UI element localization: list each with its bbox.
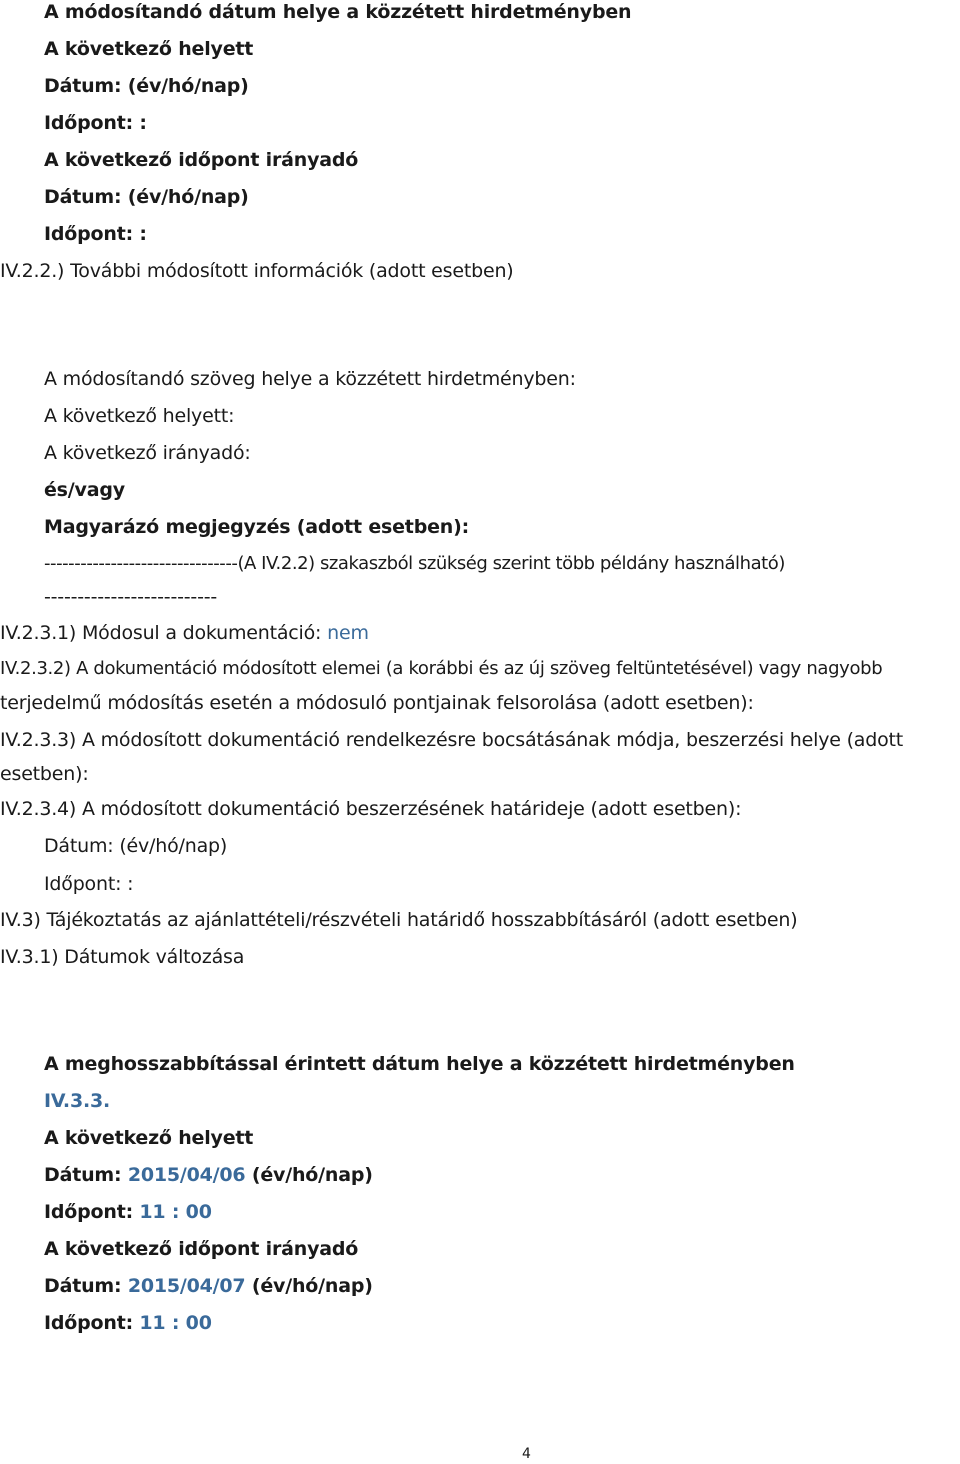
new-date-line <box>44 1274 373 1298</box>
date-label: Dátum: <box>44 1275 128 1297</box>
section-ref: IV.3.3. <box>44 1090 111 1112</box>
date-label: Dátum: (év/hó/nap) <box>44 186 249 208</box>
doc-modified-value: nem <box>327 622 369 644</box>
date-label: Dátum: <box>44 1164 128 1186</box>
time-label: Időpont: : <box>44 112 147 134</box>
repeat-instruction: --------------------------------(A IV.2.2) szakaszból szükség szerint több példány használható) <box>44 553 785 574</box>
valid-time-label: A következő időpont irányadó <box>44 149 359 171</box>
doc-modified-item <box>0 621 369 645</box>
time-label: Időpont: <box>44 1312 140 1334</box>
doc-availability-text: IV.2.3.3) A módosított dokumentáció rendelkezésre bocsátásának módja, beszerzési helye (adott <box>0 729 904 751</box>
page-number: 4 <box>522 1446 531 1462</box>
old-time-line <box>44 1200 212 1224</box>
divider-dashes: -------------------------- <box>44 586 218 608</box>
section-heading-iv31: IV.3.1) Dátumok változása <box>0 946 245 968</box>
new-time-value: 11 : 00 <box>139 1312 212 1334</box>
extension-title: A meghosszabbítással érintett dátum helye a közzétett hirdetményben <box>44 1053 795 1075</box>
instead-label: A következő helyett: <box>44 405 235 427</box>
doc-elements-text: IV.2.3.2) A dokumentáció módosított elemei (a korábbi és az új szöveg feltüntetésével) vagy nagyobb <box>0 658 883 679</box>
new-time-line <box>44 1311 212 1335</box>
valid-label: A következő irányadó: <box>44 442 251 464</box>
valid-time-label: A következő időpont irányadó <box>44 1238 359 1260</box>
section-heading-iv3: IV.3) Tájékoztatás az ajánlattételi/részvételi határidő hosszabbításáról (adott esetben) <box>0 909 798 931</box>
date-format-label: (év/hó/nap) <box>245 1164 373 1186</box>
time-label: Időpont: <box>44 1201 140 1223</box>
instead-label: A következő helyett <box>44 38 254 60</box>
date-place-title: A módosítandó dátum helye a közzétett hirdetményben <box>44 1 632 23</box>
time-label: Időpont: : <box>44 873 134 895</box>
section-heading-iv222: IV.2.2.) További módosított információk (adott esetben) <box>0 260 514 282</box>
old-time-value: 11 : 00 <box>139 1201 212 1223</box>
doc-elements-text: terjedelmű módosítás esetén a módosuló pontjainak felsorolása (adott esetben): <box>0 692 754 714</box>
date-label: Dátum: (év/hó/nap) <box>44 835 228 857</box>
time-label: Időpont: : <box>44 223 147 245</box>
date-format-label: (év/hó/nap) <box>245 1275 373 1297</box>
and-or-label: és/vagy <box>44 479 125 501</box>
text-place-label: A módosítandó szöveg helye a közzétett hirdetményben: <box>44 368 576 390</box>
doc-modified-label: IV.2.3.1) Módosul a dokumentáció: <box>0 622 328 644</box>
doc-deadline-text: IV.2.3.4) A módosított dokumentáció beszerzésének határideje (adott esetben): <box>0 798 742 820</box>
old-date-line <box>44 1163 373 1187</box>
old-date-value: 2015/04/06 <box>127 1164 246 1186</box>
doc-availability-text: esetben): <box>0 763 89 785</box>
new-date-value: 2015/04/07 <box>127 1275 246 1297</box>
note-label: Magyarázó megjegyzés (adott esetben): <box>44 516 469 538</box>
instead-label: A következő helyett <box>44 1127 254 1149</box>
date-label: Dátum: (év/hó/nap) <box>44 75 249 97</box>
